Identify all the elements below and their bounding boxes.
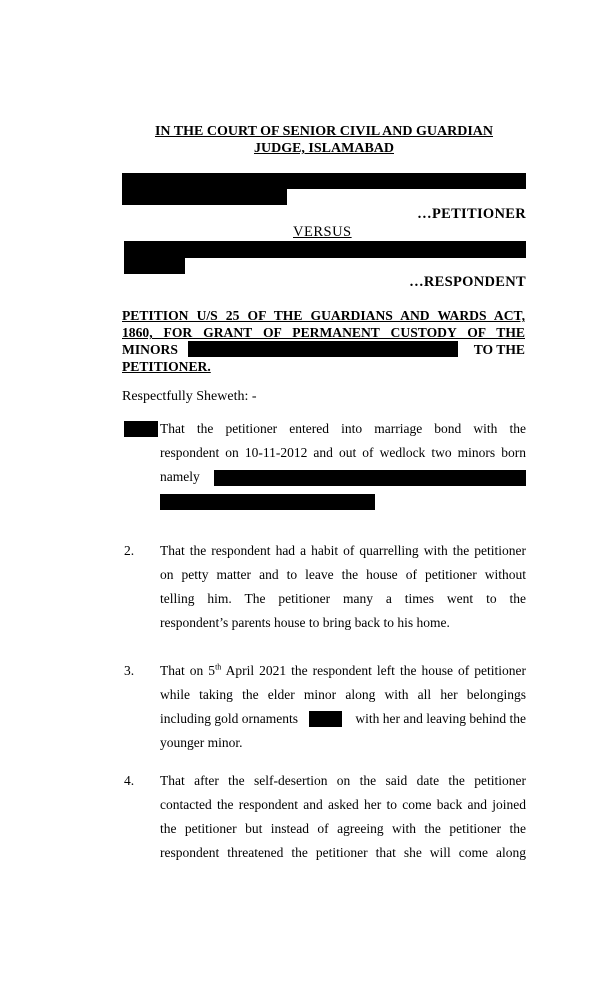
paragraph-4-line4: respondent threatened the petitioner that she will come along [160, 845, 526, 860]
court-heading-line2: JUDGE, ISLAMABAD [253, 141, 394, 156]
paragraph-3-line2: while taking the elder minor along with all her belongings [160, 687, 526, 702]
paragraph-3 [160, 659, 526, 755]
paragraph-4-line2: contacted the respondent and asked her to come back and joined [160, 797, 526, 812]
petition-title-minors: MINORS [122, 342, 178, 357]
paragraph-3-line3-start: including gold ornaments [160, 711, 298, 726]
redacted-minor-names-2 [160, 494, 375, 510]
paragraph-4 [160, 769, 526, 865]
redacted-petitioner-name [122, 173, 526, 189]
court-heading [122, 123, 526, 157]
paragraph-3-line1-end: April 2021 the respondent left the house of petitioner [221, 663, 526, 678]
paragraph-2-number: 2. [124, 543, 135, 558]
paragraph-2-line3: telling him. The petitioner many a times went to the [160, 591, 526, 606]
petition-title-to-the: TO THE [473, 342, 525, 357]
paragraph-2-line4: respondent’s parents house to bring back to his home. [160, 615, 450, 630]
ordinal-suffix: th [215, 662, 222, 672]
paragraph-2 [160, 539, 526, 635]
petition-title-line4: PETITIONER. [122, 359, 211, 374]
redacted-respondent-details [124, 258, 185, 274]
paragraph-1-line3: namely [160, 469, 200, 484]
court-heading-line1: IN THE COURT OF SENIOR CIVIL AND GUARDIAN [154, 124, 494, 139]
paragraph-4-line1: That after the self-desertion on the said date the petitioner [160, 773, 526, 788]
redacted-gold-quantity [309, 711, 342, 727]
paragraph-1-line1: That the petitioner entered into marriage bond with the [160, 421, 526, 436]
redacted-minor-names-1 [214, 470, 526, 486]
paragraph-2-line1: That the respondent had a habit of quarrelling with the petitioner [160, 543, 526, 558]
redacted-respondent-name [124, 241, 526, 258]
paragraph-3-number: 3. [124, 663, 135, 678]
paragraph-1-line2: respondent on 10-11-2012 and out of wedlock two minors born [160, 445, 526, 460]
redacted-minors-names [188, 341, 458, 357]
paragraph-3-line1 [160, 659, 526, 683]
paragraph-4-number: 4. [124, 773, 135, 788]
petitioner-label: …PETITIONER [417, 206, 526, 222]
respondent-label: …RESPONDENT [409, 274, 526, 290]
paragraph-3-line1-start: That on 5 [160, 663, 216, 678]
paragraph-3-line4: younger minor. [160, 735, 243, 750]
redacted-petitioner-details [122, 189, 287, 205]
petition-title-line2: 1860, FOR GRANT OF PERMANENT CUSTODY OF THE [122, 325, 525, 340]
paragraph-3-line3-end: with her and leaving behind the [355, 711, 526, 726]
petition-title-line1: PETITION U/S 25 OF THE GUARDIANS AND WARDS ACT, [122, 308, 525, 323]
versus-label: VERSUS [293, 224, 352, 240]
paragraph-4-line3: the petitioner but instead of agreeing with the petitioner the [160, 821, 526, 836]
paragraph-2-line2: on petty matter and to leave the house of petitioner without [160, 567, 526, 582]
salutation: Respectfully Sheweth: - [122, 389, 257, 404]
redacted-paragraph-number [124, 421, 158, 437]
paragraph-3-line3 [160, 707, 526, 731]
